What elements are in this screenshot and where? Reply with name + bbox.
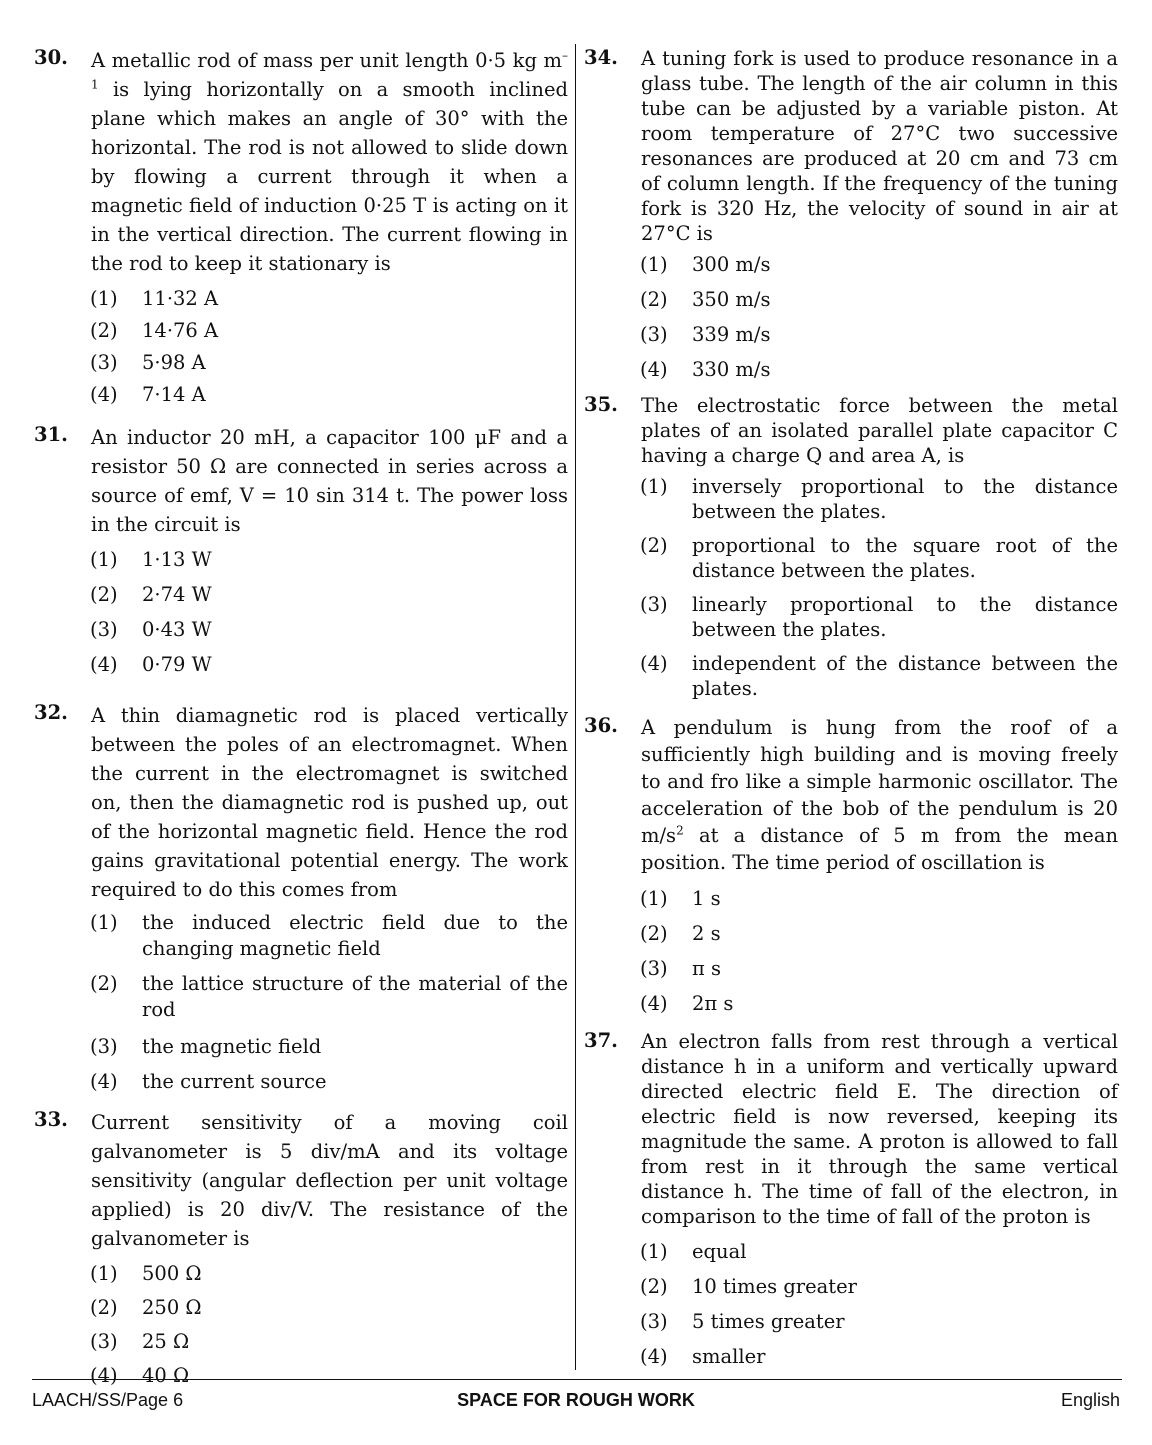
option: (2) proportional to the square root of the distance between the plates. <box>640 534 1118 582</box>
options <box>640 252 1118 383</box>
option: (2) the lattice structure of the material of the rod <box>90 972 568 1021</box>
options <box>640 886 1118 1017</box>
option: (3) 0·43 W <box>90 618 212 641</box>
option: (4) smaller <box>640 1345 766 1368</box>
question-text: A thin diamagnetic rod is placed vertically between the poles of an electromagnet. When the current in the electromagnet is switched on, then the diamagnetic rod is pushed up, out of the horizontal magnetic field. Hence the rod gains gravitational potential energy. The work required to do this comes from <box>91 704 568 901</box>
option: (4) 7·14 A <box>90 383 206 406</box>
question-36 <box>584 714 1118 1017</box>
question-text: An inductor 20 mH, a capacitor 100 μF and a resistor 50 Ω are connected in series across a source of emf, V = 10 sin 314 t. The power loss in the circuit is <box>91 426 568 536</box>
options <box>90 545 568 679</box>
option: (3) 5·98 A <box>90 351 206 374</box>
question-number: 33. <box>34 1108 68 1131</box>
option: (1) 500 Ω <box>90 1262 202 1285</box>
column-divider <box>575 44 576 1370</box>
question-number: 31. <box>34 423 68 446</box>
options <box>640 1239 1118 1370</box>
question-number: 30. <box>34 46 68 69</box>
question-number: 35. <box>584 393 618 416</box>
question-32 <box>34 701 568 1096</box>
option: (2) 350 m/s <box>640 288 771 311</box>
option: (2) 10 times greater <box>640 1275 857 1298</box>
option: (3) linearly proportional to the distance between the plates. <box>640 593 1118 641</box>
options <box>90 910 568 1096</box>
option: (3) 25 Ω <box>90 1330 190 1353</box>
option: (3) the magnetic field <box>90 1035 322 1058</box>
question-number: 37. <box>584 1029 618 1052</box>
question-30 <box>34 46 568 409</box>
option: (1) inversely proportional to the distance between the plates. <box>640 475 1118 523</box>
option: (2) 250 Ω <box>90 1296 202 1319</box>
question-text: The electrostatic force between the metal plates of an isolated parallel plate capacitor C having a charge Q and area A, is <box>641 394 1118 467</box>
question-31 <box>34 423 568 679</box>
option: (4) independent of the distance between the plates. <box>640 652 1118 700</box>
option: (1) 300 m/s <box>640 253 771 276</box>
question-text: A metallic rod of mass per unit length 0·5 kg $m^{-1}$ is lying horizontally on a smooth inclined plane which makes an angle of 30° with the horizontal. The rod is not allowed to slide down by flowing a current through it when a magnetic field of induction 0·25 T is acting on it in the vertical direction. The current flowing in the rod to keep it stationary is <box>91 48 568 275</box>
question-number: 32. <box>34 701 68 724</box>
question-33 <box>34 1108 568 1390</box>
question-text: A tuning fork is used to produce resonance in a glass tube. The length of the air column in this tube can be adjusted by a variable piston. At room temperature of 27°C two successive resonances are produced at 20 cm and 73 cm of column length. If the frequency of the tuning fork is 320 Hz, the velocity of sound in air at 27°C is <box>641 47 1118 245</box>
question-number: 34. <box>584 46 618 69</box>
option: (4) 0·79 W <box>90 653 212 676</box>
option: (1) equal <box>640 1240 747 1263</box>
question-35 <box>584 393 1118 701</box>
question-text: An electron falls from rest through a vertical distance h in a uniform and vertically upward directed electric field E. The direction of electric field is now reversed, keeping its magnitude the same. A proton is allowed to fall from rest in it through the same vertical distance h. The time of fall of the electron, in comparison to the time of fall of the proton is <box>641 1030 1118 1228</box>
question-34 <box>584 46 1118 383</box>
option: (4) the current source <box>90 1070 327 1093</box>
page-code: LAACH/SS/Page 6 <box>32 1390 184 1410</box>
question-text: A pendulum is hung from the roof of a sufficiently high building and is moving freely to and fro like a simple harmonic oscillator. The acceleration of the bob of the pendulum is 20 $m/s^2$ at a distance of 5 m from the mean position. The time period of oscillation is <box>641 716 1118 874</box>
option: (1) 1 s <box>640 887 721 910</box>
right-column <box>584 46 1118 1379</box>
option: (1) 1·13 W <box>90 548 212 571</box>
options <box>90 1259 568 1390</box>
option: (4) 330 m/s <box>640 358 771 381</box>
language-label: English <box>1060 1390 1120 1410</box>
option: (2) 2·74 W <box>90 583 212 606</box>
option: (3) 5 times greater <box>640 1310 845 1333</box>
question-37 <box>584 1029 1118 1370</box>
option: (4) 40 Ω <box>90 1364 190 1387</box>
rough-work-label: SPACE FOR ROUGH WORK <box>457 1390 695 1410</box>
left-column <box>34 46 568 1393</box>
option: (4) 2π s <box>640 992 734 1015</box>
option: (2) 14·76 A <box>90 319 219 342</box>
options <box>90 284 568 409</box>
footer-rule <box>32 1379 1122 1380</box>
options <box>640 474 1118 701</box>
option: (1) 11·32 A <box>90 287 219 310</box>
option: (1) the induced electric field due to the changing magnetic field <box>90 911 568 960</box>
question-text: Current sensitivity of a moving coil galvanometer is 5 div/mA and its voltage sensitivity (angular deflection per unit voltage applied) is 20 div/V. The resistance of the galvanometer is <box>91 1111 568 1250</box>
option: (2) 2 s <box>640 922 721 945</box>
question-number: 36. <box>584 714 618 737</box>
option: (3) π s <box>640 957 722 980</box>
option: (3) 339 m/s <box>640 323 771 346</box>
